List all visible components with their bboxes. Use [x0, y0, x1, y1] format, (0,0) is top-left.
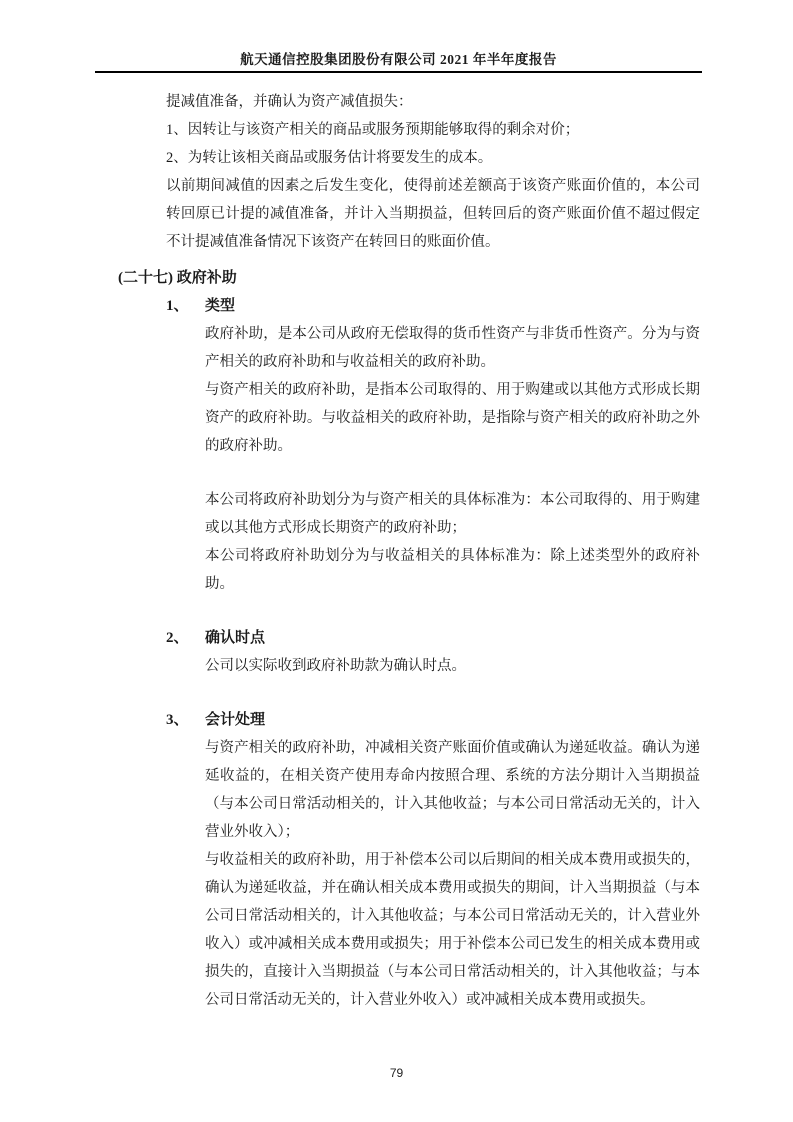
item-body — [205, 734, 700, 1014]
header-rule — [95, 71, 702, 73]
page-number: 79 — [389, 1066, 404, 1080]
item-body — [205, 320, 700, 598]
item-number: 1、 — [166, 298, 189, 314]
paragraph: 提减值准备，并确认为资产减值损失： — [166, 94, 413, 110]
item-body — [205, 652, 700, 680]
paragraph: 以前期间减值的因素之后发生变化，使得前述差额高于该资产账面价值的，本公司转回原已计提的减值准备，并计入当期损益，但转回后的资产账面价值不超过假定不计提减值准备情况下该资产在转回日的账面价值。 — [166, 178, 700, 250]
blank-line — [205, 460, 700, 486]
list-item: 2、为转让该相关商品或服务估计将要发生的成本。 — [166, 150, 493, 166]
section-item-type — [166, 292, 702, 598]
paragraph: 与资产相关的政府补助，冲减相关资产账面价值或确认为递延收益。确认为递延收益的，在相关资产使用寿命内按照合理、系统的方法分期计入当期损益（与本公司日常活动相关的，计入其他收益；与本公司日常活动无关的，计入营业外收入）； — [205, 740, 700, 840]
section-heading-government-grants: (二十七) 政府补助 — [118, 270, 237, 286]
item-title: 类型 — [205, 298, 236, 314]
paragraph: 与资产相关的政府补助，是指本公司取得的、用于购建或以其他方式形成长期资产的政府补助。与收益相关的政府补助，是指除与资产相关的政府补助之外的政府补助。 — [205, 382, 700, 454]
item-title: 确认时点 — [205, 630, 266, 646]
item-number: 2、 — [166, 630, 189, 646]
section-item-accounting-treatment — [166, 706, 702, 1014]
paragraph: 本公司将政府补助划分为与收益相关的具体标准为：除上述类型外的政府补助。 — [205, 548, 700, 592]
paragraph: 政府补助，是本公司从政府无偿取得的货币性资产与非货币性资产。分为与资产相关的政府补助和与收益相关的政府补助。 — [205, 326, 700, 370]
list-item: 1、因转让与该资产相关的商品或服务预期能够取得的剩余对价； — [166, 122, 580, 138]
item-heading — [166, 292, 702, 320]
paragraph: 公司以实际收到政府补助款为确认时点。 — [205, 658, 466, 674]
item-title: 会计处理 — [205, 712, 266, 728]
item-heading — [166, 706, 702, 734]
item-number: 3、 — [166, 712, 189, 728]
paragraph: 与收益相关的政府补助，用于补偿本公司以后期间的相关成本费用或损失的，确认为递延收益，并在确认相关成本费用或损失的期间，计入当期损益（与本公司日常活动相关的，计入其他收益；与本公司日常活动无关的，计入营业外收入）或冲减相关成本费用或损失；用于补偿本公司已发生的相关成本费用或损失的，直接计入当期损益（与本公司日常活动相关的，计入其他收益；与本公司日常活动无关的，计入营业外收入）或冲减相关成本费用或损失。 — [205, 852, 700, 1008]
intro-block — [166, 88, 700, 256]
page-header-title: 航天通信控股集团股份有限公司 2021 年半年度报告 — [240, 52, 557, 67]
page-content — [0, 88, 793, 1014]
section-item-recognition-time — [166, 624, 702, 680]
paragraph: 本公司将政府补助划分为与资产相关的具体标准为：本公司取得的、用于购建或以其他方式形成长期资产的政府补助； — [205, 492, 700, 536]
item-heading — [166, 624, 702, 652]
